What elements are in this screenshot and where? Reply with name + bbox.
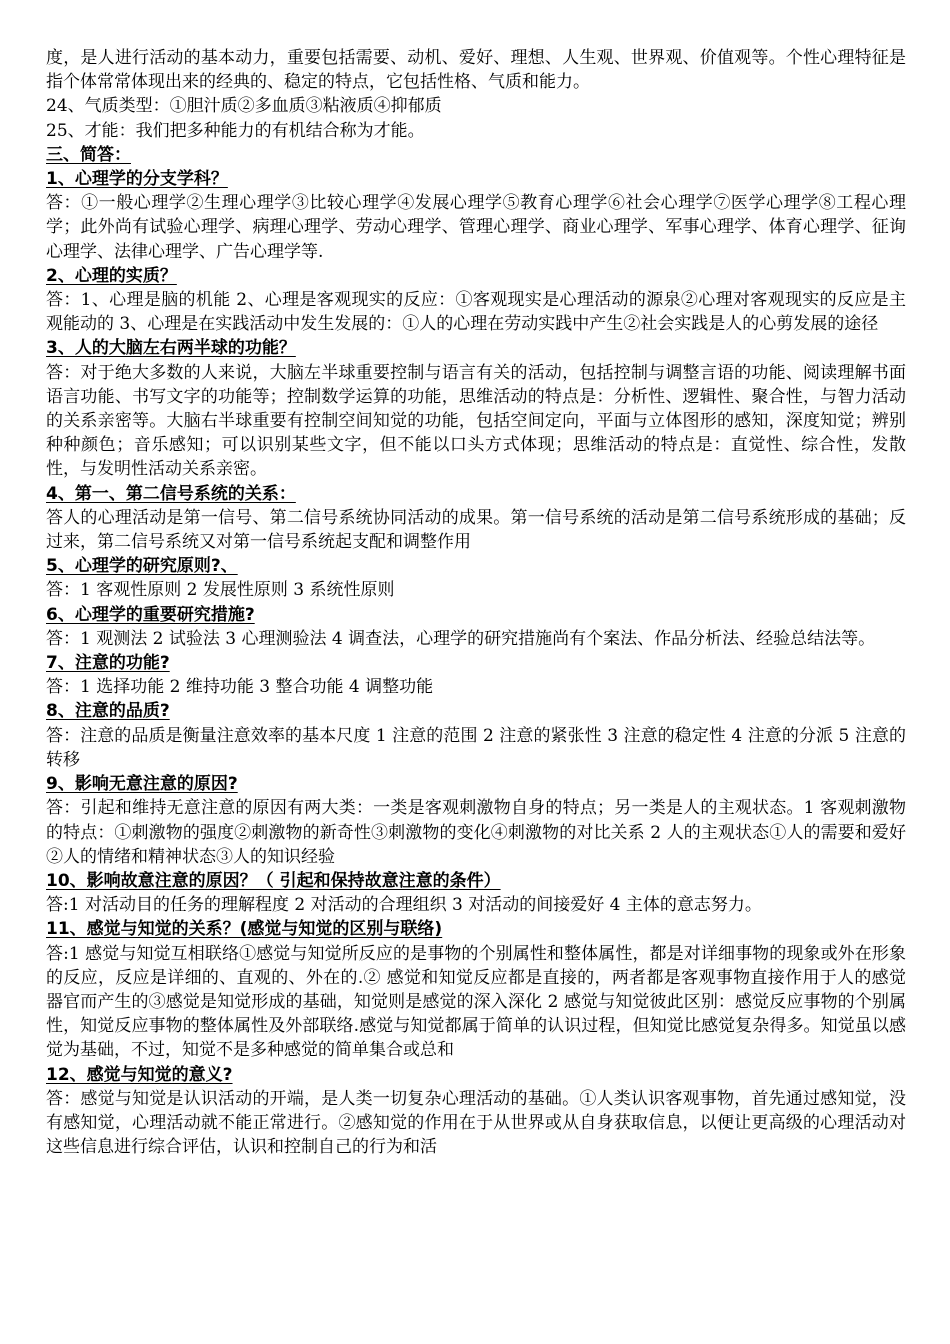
section-heading [46,143,906,167]
section-heading [46,869,906,893]
paragraph: 答：感觉与知觉是认识活动的开端，是人类一切复杂心理活动的基础。①人类认识客观事物，首先通过感知觉，没有感知觉，心理活动就不能正常进行。②感知觉的作用在于从世界或从自身获取信息，以便让更高级的心理活动对这些信息进行综合评估，认识和控制自己的行为和活 [46,1088,906,1158]
paragraph: 答：1 客观性原则 2 发展性原则 3 系统性原则 [46,580,395,601]
section-heading [46,699,906,723]
heading-text: 4、第一、第二信号系统的关系： [46,483,296,504]
heading-text: 10、影响故意注意的原因？（ 引起和保持故意注意的条件） [46,870,501,891]
paragraph: 答：1 选择功能 2 维持功能 3 整合功能 4 调整功能 [46,677,434,698]
paragraph: 25、才能：我们把多种能力的有机结合称为才能。 [46,120,425,141]
paragraph: 24、气质类型：①胆汁质②多血质③粘液质④抑郁质 [46,96,442,117]
heading-text: 7、注意的功能? [46,653,170,674]
paragraph: 答：引起和维持无意注意的原因有两大类：一类是客观刺激物自身的特点；另一类是人的主观状态。1 客观刺激物的特点：①刺激物的强度②刺激物的新奇性③刺激物的变化④刺激物的对比关系 2 人的主观状态①人的需要和爱好②人的情绪和精神状态③人的知识经验 [46,798,906,867]
section-heading [46,772,906,796]
section-heading [46,554,906,578]
paragraph: 答：注意的品质是衡量注意效率的基本尺度 1 注意的范围 2 注意的紧张性 3 注意的稳定性 4 注意的分派 5 注意的转移 [46,725,906,770]
paragraph: 答：对于绝大多数的人来说，大脑左半球重要控制与语言有关的活动，包括控制与调整言语的功能、阅读理解书面语言功能、书写文字的功能等；控制数学运算的功能，思维活动的特点是：分析性、逻辑性、聚合性，与智力活动的关系亲密等。大脑右半球重要有控制空间知觉的功能，包括空间定向，平面与立体图形的感知，深度知觉；辨别种种颜色；音乐感知；可以识别某些文字，但不能以口头方式体现；思维活动的特点是：直觉性、综合性，发散性，与发明性活动关系亲密。 [46,362,906,480]
heading-text: 8、注意的品质? [46,701,170,722]
heading-text: 12、感觉与知觉的意义? [46,1064,233,1085]
section-heading [46,1063,906,1087]
paragraph: 答：1、心理是脑的机能 2、心理是客观现实的反应：①客观现实是心理活动的源泉②心理对客观现实的反应是主观能动的 3、心理是在实践活动中发生发展的：①人的心理在劳动实践中产生②社会实践是人的心剪发展的途径 [46,290,906,335]
section-heading [46,264,906,288]
paragraph: 度，是人进行活动的基本动力，重要包括需要、动机、爱好、理想、人生观、世界观、价值观等。个性心理特征是指个体常常体现出来的经典的、稳定的特点，它包括性格、气质和能力。 [46,48,906,93]
heading-text: 3、人的大脑左右两半球的功能？ [46,338,296,359]
heading-text: 2、心理的实质？ [46,265,177,286]
section-heading [46,482,906,506]
section-heading [46,603,906,627]
paragraph: 答:1 感觉与知觉互相联络①感觉与知觉所反应的是事物的个别属性和整体属性，都是对详细事物的现象或外在形象的反应，反应是详细的、直观的、外在的.② 感觉和知觉反应都是直接的，两者都是客观事物直接作用于人的感觉器官而产生的③感觉是知觉形成的基础，知觉则是感觉的深入深化 2 感觉与知觉彼此区别：感觉反应事物的个别属性，知觉反应事物的整体属性及外部联络.感觉与知觉都属于简单的认识过程，但知觉比感觉复杂得多。知觉虽以感觉为基础，不过，知觉不是多种感觉的简单集合或总和 [46,943,906,1061]
heading-text: 5、心理学的研究原则?、 [46,556,238,577]
heading-text: 9、影响无意注意的原因? [46,774,238,795]
paragraph: 答:1 对活动目的任务的理解程度 2 对活动的合理组织 3 对活动的间接爱好 4 主体的意志努力。 [46,895,762,916]
paragraph: 答：1 观测法 2 试验法 3 心理测验法 4 调查法，心理学的研究措施尚有个案法、作品分析法、经验总结法等。 [46,628,876,649]
section-heading [46,651,906,675]
heading-text: 11、感觉与知觉的关系？(感觉与知觉的区别与联络) [46,919,443,940]
heading-text: 1、心理学的分支学科？ [46,169,228,190]
section-heading [46,336,906,360]
section-heading [46,917,906,941]
paragraph: 答人的心理活动是第一信号、第二信号系统协同活动的成果。第一信号系统的活动是第二信号系统形成的基础；反过来，第二信号系统又对第一信号系统起支配和调整作用 [46,507,906,553]
section-heading [46,167,906,191]
heading-text: 三、简答： [46,144,131,165]
heading-text: 6、心理学的重要研究措施? [46,604,255,625]
paragraph: 答：①一般心理学②生理心理学③比较心理学④发展心理学⑤教育心理学⑥社会心理学⑦医学心理学⑧工程心理学；此外尚有试验心理学、病理心理学、劳动心理学、管理心理学、商业心理学、军事心理学、体育心理学、征询心理学、法律心理学、广告心理学等. [46,193,906,262]
